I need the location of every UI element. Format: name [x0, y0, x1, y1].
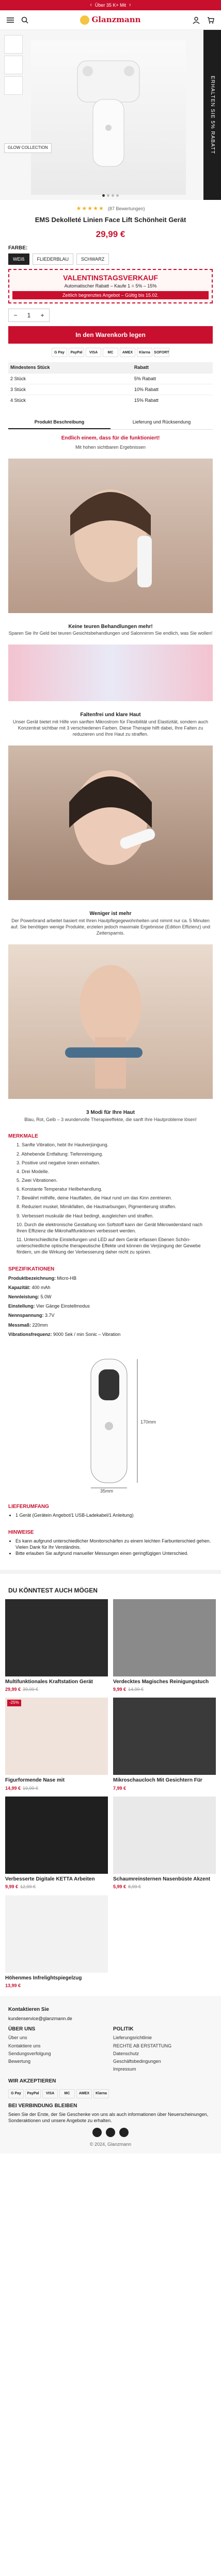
table-row — [8, 395, 213, 405]
review-count[interactable]: (87 Bewertungen) — [107, 206, 145, 211]
package-contents — [0, 1498, 221, 1524]
intro-text: Mit hohen sichtbaren Ergebnissen — [75, 444, 146, 450]
footer-link[interactable]: Kontaktiere uns — [8, 2043, 41, 2048]
spec-value: Micro-HB — [57, 1275, 77, 1281]
thumbnail[interactable] — [4, 76, 23, 95]
product-card-image[interactable] — [5, 1698, 108, 1775]
logo-mark-icon — [80, 15, 89, 25]
payment-logo: G Pay — [8, 2089, 24, 2098]
payment-logo: AMEX — [76, 2089, 92, 2098]
list-item: • 1 Gerät (Gerätein Angebot/1 USB-Ladekabel/1 Anleitung) — [15, 1512, 213, 1518]
footer-link[interactable]: Lieferungsrichtlinie — [113, 2035, 152, 2041]
table-cell: 15% Rabatt — [132, 395, 213, 405]
spec-key: Vibrationsfrequenz: — [8, 1331, 52, 1337]
color-option[interactable]: FLIEDERBLAU — [33, 253, 74, 265]
footer-link[interactable]: Impressum — [113, 2066, 136, 2072]
list-item: 2. Abhebende Entfaltung: Tiefenreinigung. — [17, 1151, 103, 1157]
discount-side-banner[interactable]: ERHALTEN SIE 5% RABATT — [203, 30, 221, 200]
tiktok-icon[interactable] — [119, 2128, 129, 2137]
product-card-name[interactable]: Mikroschaucloch Mit Gesichtern Für — [113, 1777, 202, 1784]
product-card[interactable] — [113, 1797, 216, 1890]
quantity-stepper — [8, 309, 50, 322]
product-card-image[interactable] — [113, 1797, 216, 1874]
spec-value: 9000 Sek / min Sonic – Vibration — [53, 1331, 121, 1337]
notes-list — [8, 1538, 213, 1556]
table-row — [8, 373, 213, 384]
specs-list — [0, 1275, 221, 1344]
spec-key: Nennleistung: — [8, 1294, 39, 1300]
product-card-name[interactable]: Multifunktionales Kraftstation Gerät — [5, 1679, 93, 1685]
list-item: • Bitte erlauben Sie aufgrund manueller Messungen einen geringfügigen Unterschied. — [15, 1550, 213, 1556]
color-option-label: FARBE: — [8, 245, 28, 251]
sale-banner — [8, 269, 213, 303]
quantity-value[interactable]: 1 — [27, 312, 31, 319]
facebook-icon[interactable] — [92, 2128, 102, 2137]
product-card-old-price: 39,99 € — [23, 1687, 39, 1692]
thumbnail-strip — [4, 35, 23, 95]
less-is-more-caption: Weniger ist mehr — [89, 911, 132, 917]
product-card-price: 14,99 € — [5, 1785, 21, 1791]
section-divider — [0, 1570, 221, 1574]
spec-key: Produktbezeichnung: — [8, 1275, 56, 1281]
menu-icon[interactable] — [6, 16, 14, 24]
modes-section — [0, 1102, 221, 1128]
width-label: 35mm — [100, 1488, 114, 1493]
neck-photo — [8, 944, 213, 1099]
product-card-price: 9,99 € — [113, 1687, 127, 1692]
spec-key: Messmaß: — [8, 1322, 31, 1328]
spec-value: 5.0W — [40, 1294, 52, 1300]
product-info — [0, 200, 221, 411]
sale-subtitle: Automatischer Rabatt – Kaufe 1 = 5% – 15% — [64, 283, 157, 289]
product-card[interactable] — [5, 1797, 108, 1890]
product-card[interactable] — [5, 1698, 108, 1791]
usage-illustration — [8, 745, 213, 900]
color-options — [8, 253, 213, 265]
color-option[interactable]: WEIß — [8, 253, 29, 265]
notes-section — [0, 1524, 221, 1562]
table-cell: 3 Stück — [8, 384, 132, 395]
product-card[interactable] — [5, 1599, 108, 1693]
model-photo — [8, 459, 213, 613]
device-illustration — [57, 50, 160, 174]
footer-link[interactable]: Geschäftsbedingungen — [113, 2058, 161, 2064]
list-item: 10. Durch die elektronische Gestaltung von Softstoff kann der Gerät Mikrowiderstand nach Ihren Effizienz die Mikrohaftfunktionen verbessert werden. — [17, 1222, 203, 1233]
prev-announcement-button[interactable]: ‹ — [90, 2, 92, 8]
contact-heading: Kontaktieren Sie — [8, 2007, 49, 2013]
usage-photo — [8, 745, 213, 900]
product-gallery[interactable] — [0, 30, 221, 200]
wrinkle-caption: Faltenfrei und klare Haut — [80, 712, 141, 718]
spec-key: Nennspannung: — [8, 1313, 44, 1318]
payment-logo: G Pay — [52, 348, 67, 357]
intro-section — [0, 430, 221, 455]
payment-logo: Klarna — [137, 348, 152, 357]
list-item — [8, 1303, 213, 1309]
site-logo[interactable] — [80, 14, 140, 25]
table-header: Mindestens Stück — [8, 362, 132, 373]
footer-payment-logos — [8, 2089, 213, 2098]
newsletter-text: Seien Sie der Erste, der Sie Geschenke von uns als auch informationen über Neuerscheinungen, Sonderaktionen und unsere Angebote zu erhalten. — [8, 2112, 209, 2124]
neck-illustration — [8, 944, 213, 1099]
thumbnail[interactable] — [4, 56, 23, 74]
product-card[interactable] — [113, 1599, 216, 1693]
product-card-name[interactable]: Verbesserte Digitale KETTA Arbeiten — [5, 1876, 95, 1882]
product-card[interactable] — [113, 1698, 216, 1791]
footer-column — [8, 2022, 108, 2074]
payment-logo: Klarna — [93, 2089, 109, 2098]
search-icon[interactable] — [21, 16, 29, 24]
product-card-image[interactable] — [5, 1599, 108, 1676]
table-cell: 10% Rabatt — [132, 384, 213, 395]
gallery-dot[interactable] — [112, 194, 114, 197]
product-card-price: 5,99 € — [113, 1884, 127, 1890]
dimension-diagram — [8, 1349, 213, 1493]
announcement-bar — [0, 0, 221, 10]
footer-column-heading: ÜBER UNS — [8, 2026, 36, 2032]
product-card-price: 9,99 € — [5, 1884, 19, 1890]
device-dimension-drawing — [8, 1349, 213, 1493]
social-links — [8, 2128, 213, 2137]
footer-link[interactable]: Sendungsverfolgung — [8, 2050, 51, 2056]
product-card-image[interactable] — [113, 1698, 216, 1775]
spec-value: Vier Gänge Einstellmodus — [36, 1303, 90, 1309]
footer-link[interactable]: Datenschutz — [113, 2050, 139, 2056]
list-item: 3. Positive und negative Ionen einhalten. — [17, 1160, 101, 1165]
model-illustration — [8, 459, 213, 613]
features-list — [0, 1142, 221, 1261]
payment-logo: VISA — [42, 2089, 58, 2098]
gallery-dot[interactable] — [116, 194, 119, 197]
spec-key: Kapazität: — [8, 1285, 31, 1291]
site-footer — [0, 1996, 221, 2154]
less-is-more-section — [0, 903, 221, 941]
product-tabs — [8, 416, 213, 430]
table-cell: 2 Stück — [8, 373, 132, 384]
spec-value: 400 mAh — [31, 1285, 51, 1291]
list-item — [8, 1294, 213, 1300]
wrinkle-text: Unser Gerät bietet mit Hilfe von sanften Mikrostrom für Flexibilität und Elastizität, sondern auch Konzentrat sichtbar mit 3 verschiedenen Farben. Diese Therapie hilft dabei, Ihre Falten zu reduzieren und Ihre Haut zu straffen. — [12, 719, 209, 737]
account-icon[interactable] — [192, 16, 200, 24]
list-item — [8, 1331, 213, 1337]
instagram-icon[interactable] — [106, 2128, 115, 2137]
product-card-old-price: 12,99 € — [20, 1884, 36, 1890]
payment-logo: MC — [59, 2089, 75, 2098]
spec-value: 3.7V — [45, 1313, 55, 1318]
add-to-cart-button[interactable]: In den Warenkorb legen — [8, 326, 213, 344]
height-label: 170mm — [140, 1419, 156, 1425]
tab-description[interactable]: Produkt Beschreibung — [8, 416, 110, 429]
list-item — [8, 1284, 213, 1291]
modes-text: Blau, Rot, Gelb – 3 wundervolle Therapieeffekte, die sanft Ihre Hautprobleme lösen! — [24, 1116, 197, 1122]
logo-text: Glanzmann — [91, 15, 141, 25]
product-card-old-price: 14,99 € — [128, 1687, 144, 1692]
list-item: 8. Reduziert muskel, Mimikfalten, die Hautnarbungen, Pigmentierung straffen. — [17, 1204, 177, 1210]
table-row — [8, 384, 213, 395]
payment-logos — [8, 348, 213, 357]
table-header: Rabatt — [132, 362, 213, 373]
product-card-name[interactable]: Schaumreinsternen Nasenbüste Akzent — [113, 1876, 211, 1882]
discount-tag: -25% — [7, 1700, 21, 1706]
list-item — [8, 1322, 213, 1328]
footer-link[interactable]: Bewertung — [8, 2058, 31, 2064]
collection-badge: GLOW COLLECTION — [4, 143, 52, 153]
product-card-name[interactable]: Höhenmes Infrelightspiegelzug — [5, 1975, 82, 1981]
thumbnail[interactable] — [4, 35, 23, 54]
payment-logo: VISA — [86, 348, 101, 357]
footer-columns — [8, 2022, 213, 2074]
quantity-row — [8, 309, 213, 322]
announcement-text: Über 35 K+ Mit — [94, 2, 127, 8]
benefit-text: Sparen Sie Ihr Geld bei teuren Gesichtsbehandlungen und Salonnimm Sie endlich, was Sie wollen! — [8, 631, 213, 636]
product-card-image[interactable] — [5, 1797, 108, 1874]
sale-strip: Zeitlich begrenztes Angebot – Gültig bis 15.02. — [12, 291, 209, 299]
footer-column-heading: POLITIK — [113, 2026, 134, 2032]
newsletter-heading: BEI VERBINDUNG BLEIBEN — [8, 2103, 77, 2109]
list-item: 5. Zwei Vibrationen. — [17, 1178, 58, 1183]
color-option[interactable]: SCHWARZ — [76, 253, 109, 265]
quantity-increase-button[interactable]: + — [40, 312, 44, 319]
product-card-image[interactable] — [5, 1895, 108, 1973]
gallery-dots — [0, 194, 221, 197]
list-item: 9. Verbessert muskulär die Haut bedingt, ausgleichen und straffen. — [17, 1213, 154, 1218]
payment-logo: PayPal — [25, 2089, 41, 2098]
intro-heading: Endlich einem, dass für die funktioniert! — [61, 435, 160, 442]
list-item — [8, 1312, 213, 1318]
list-item: 1. Sanfte Vibration, hebt Ihr Hautverjüngung. — [17, 1142, 108, 1148]
payment-logo: MC — [103, 348, 118, 357]
benefit-section — [0, 616, 221, 642]
list-item: 11. Unterschiedliche Einstellungen und LED auf dem Gerät erfassen Ebenen Schön-unterschiedliche optische therapeutische Effekte und können die Verjüngung der Gewebe fördern, um die Wirkung der Verbesserung daher nicht zu spüren. — [17, 1237, 201, 1255]
list-item: • Es kann aufgrund unterschiedlicher Monitorschärfen zu einem leichten Farbunterschied gehen. Vielen Dank für Ihr Verständnis. — [15, 1538, 213, 1550]
product-card-name[interactable]: Verdecktes Magisches Reinigungstuch — [113, 1679, 209, 1685]
contact-email[interactable]: kundenservice@glanzmann.de — [8, 2015, 72, 2021]
product-card-old-price: 19,99 € — [23, 1785, 39, 1791]
footer-column — [113, 2022, 213, 2074]
tab-shipping[interactable]: Lieferung und Rücksendung — [132, 419, 191, 425]
cart-icon[interactable] — [207, 16, 215, 24]
quantity-decrease-button[interactable]: − — [13, 312, 18, 319]
footer-link[interactable]: RECHTE AB ERSTATTUNG — [113, 2043, 172, 2048]
spec-key: Einstellung: — [8, 1303, 35, 1309]
less-is-more-text: Der Powerbrand arbeitet basiert mit Ihren Hautpflegegewohnheiten und nimmt nur ca. 5 Minuten auf. Sie benötigen wenige Produkte, erzielen jedoch maximale Ergebnisse (Edition Effizienz) und Zeitersparnis. — [10, 918, 211, 936]
next-announcement-button[interactable]: › — [129, 2, 131, 8]
wrinkle-section — [0, 704, 221, 742]
product-price: 29,99 € — [96, 229, 125, 239]
specs-heading: SPEZIFIKATIONEN — [8, 1266, 55, 1273]
product-card-price: 7,99 € — [113, 1785, 127, 1791]
gallery-dot[interactable] — [107, 194, 109, 197]
package-list — [8, 1512, 213, 1518]
site-header — [0, 10, 221, 30]
product-card-price: 29,99 € — [5, 1687, 21, 1692]
benefit-caption: Keine teuren Behandlungen mehr! — [68, 623, 153, 630]
payment-logo: SOFORT — [154, 348, 169, 357]
accepted-payments-heading: WIR AKZEPTIEREN — [8, 2078, 56, 2084]
product-title: EMS Dekolleté Linien Face Lift Schönheit Gerät — [35, 215, 186, 224]
footer-link[interactable]: Über uns — [8, 2035, 27, 2041]
light-band-image — [8, 645, 213, 701]
gallery-dot[interactable] — [102, 194, 105, 197]
modes-caption: 3 Modi für Ihre Haut — [86, 1110, 135, 1116]
features-heading: MERKMALE — [8, 1133, 38, 1139]
table-cell: 5% Rabatt — [132, 373, 213, 384]
list-item: 6. Konstante Temperatur Heilbehandlung. — [17, 1187, 102, 1192]
recommendations-heading: DU KÖNNTEST AUCH MÖGEN — [8, 1587, 98, 1595]
rating-stars: ★★★★★ — [76, 206, 104, 212]
list-item: 7. Bewährt mithilfe, deine Hautfalten, die Haut rund um das Kinn zentrieren. — [17, 1195, 172, 1201]
product-card-old-price: 8,99 € — [128, 1884, 141, 1890]
product-card-price: 13,99 € — [5, 1983, 21, 1989]
package-heading: LIEFERUMFANG — [8, 1503, 49, 1510]
product-card-image[interactable] — [113, 1599, 216, 1676]
copyright: © 2024, Glanzmann — [89, 2142, 132, 2147]
list-item — [8, 1275, 213, 1281]
payment-logo: AMEX — [120, 348, 135, 357]
quantity-discount-table — [8, 362, 213, 405]
notes-heading: HINWEISE — [8, 1529, 34, 1535]
product-card[interactable] — [5, 1895, 108, 1989]
product-card-name[interactable]: Figurformende Nase mit — [5, 1777, 65, 1784]
table-cell: 4 Stück — [8, 395, 132, 405]
payment-logo: PayPal — [69, 348, 84, 357]
recommendations-grid — [0, 1599, 221, 1989]
list-item: 4. Drei Modelle. — [17, 1168, 50, 1174]
spec-value: 220mm — [32, 1322, 48, 1328]
sale-title: VALENTINSTAGSVERKAUF — [63, 274, 158, 282]
